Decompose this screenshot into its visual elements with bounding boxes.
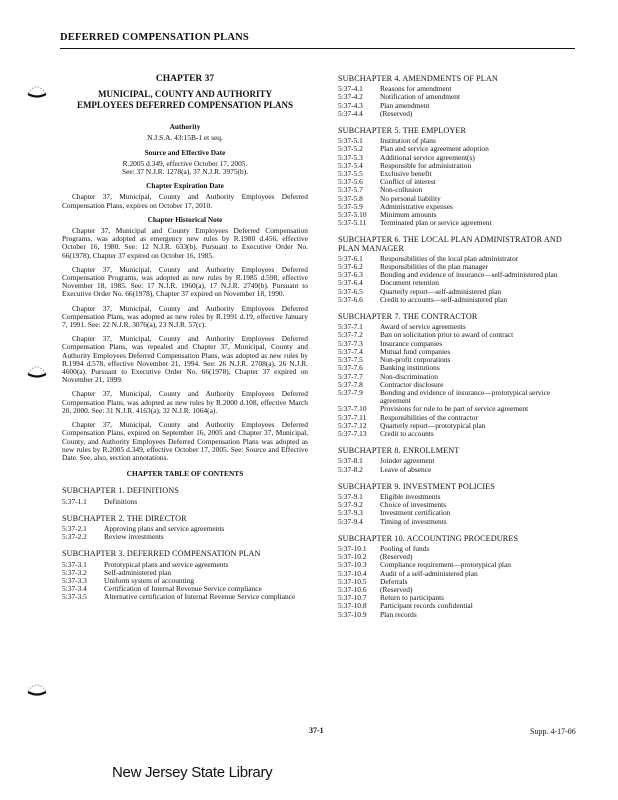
- section-number: 5:37-6.2: [338, 262, 363, 272]
- section-title: No personal liability: [380, 193, 441, 203]
- section-number: 5:37-6.3: [338, 270, 363, 280]
- section-title: Uniform system of accounting: [104, 575, 195, 585]
- section-title: Timing of investments: [380, 516, 447, 526]
- history-paragraph: Chapter 37, Municipal, County and Authority Employees Deferred Compensation Plans, was adopted as new rules by R.1991 d.19, effective January 7, 1991. See: 22 N.J.R. 3076(a), 23 N.J.R. 57(c).: [62, 303, 308, 330]
- toc-entry: [62, 498, 308, 506]
- section-number: 5:37-5.7: [338, 185, 363, 195]
- section-number: 5:37-4.3: [338, 100, 363, 110]
- section-number: 5:37-5.1: [338, 136, 363, 146]
- toc-entry: [338, 340, 574, 348]
- section-number: 5:37-3.4: [62, 584, 87, 594]
- section-number: 5:37-10.3: [338, 560, 367, 570]
- section-number: 5:37-10.6: [338, 584, 367, 594]
- section-number: 5:37-4.4: [338, 108, 363, 118]
- section-title: Minimum amounts: [380, 210, 437, 220]
- section-title: Return to participants: [380, 593, 445, 603]
- section-title: Terminated plan or service agreement: [380, 218, 492, 228]
- toc-entry: [338, 195, 574, 203]
- history-heading: Chapter Historical Note: [147, 214, 223, 224]
- section-title: Exclusive benefit: [380, 169, 432, 179]
- authority-heading: Authority: [169, 122, 201, 132]
- history-paragraph: Chapter 37, Municipal, County and Authority Employees Deferred Compensation Plans, was repealed and Chapter 37, Municipal, County and Authority Employees Deferred Compensation Plans, was adopted as new rules by R.1994 d.578, effective November 21, 1994. See: 26 N.J.R. 2708(a), 26 N.J.R. 4600(a). Pursuant to Executive Order No. 66(1978), Chapter 37 expired on November 21, 1999.: [62, 334, 308, 385]
- history-paragraph: Chapter 37, Municipal and County Employees Deferred Compensation Programs, was adopted as emergency new rules by R.1980 d.456, effective October 16, 1980. See: 12 N.J.R. 633(b). Pursuant to Executive Order No. 66(1978), Chapter 37 expired on October 16, 1985.: [62, 226, 308, 260]
- section-title: Deferrals: [380, 576, 408, 586]
- toc-entry: [338, 570, 574, 578]
- left-column: [62, 75, 308, 602]
- section-title: Mutual fund companies: [380, 346, 451, 356]
- running-header: DEFERRED COMPENSATION PLANS: [60, 32, 249, 43]
- section-title: Audit of a self-administered plan: [380, 568, 478, 578]
- chapter-title-line2: EMPLOYEES DEFERRED COMPENSATION PLANS: [76, 100, 294, 111]
- toc-entry: [62, 593, 308, 601]
- section-number: 5:37-5.2: [338, 144, 363, 154]
- subchapter-heading: SUBCHAPTER 2. THE DIRECTOR: [62, 513, 187, 523]
- section-title: Insurance companies: [380, 338, 443, 348]
- section-number: 5:37-7.7: [338, 371, 363, 381]
- subchapter-heading: SUBCHAPTER 4. AMENDMENTS OF PLAN: [338, 74, 498, 83]
- chapter-number: CHAPTER 37: [155, 74, 215, 84]
- section-title: Responsibilities of the local plan administrator: [380, 253, 519, 263]
- toc-entry: [338, 501, 574, 509]
- section-number: 5:37-5.6: [338, 177, 363, 187]
- section-number: 5:37-7.2: [338, 330, 363, 340]
- section-title: Quarterly report—self-administered plan: [380, 286, 502, 296]
- toc-entry: [62, 561, 308, 569]
- toc-entry: [338, 110, 574, 118]
- section-number: 5:37-7.1: [338, 322, 363, 332]
- section-title: Responsibilities of the contractor: [380, 412, 478, 422]
- section-number: 5:37-8.2: [338, 464, 363, 474]
- section-number: 5:37-3.1: [62, 559, 87, 569]
- section-title: Plan records: [380, 609, 417, 619]
- section-number: 5:37-8.1: [338, 456, 363, 466]
- toc-entry: [338, 373, 574, 381]
- page-number: 37-1: [309, 726, 324, 735]
- toc-entry: [338, 203, 574, 211]
- section-number: 5:37-7.5: [338, 355, 363, 365]
- section-title: Administrative expenses: [380, 201, 453, 211]
- section-title: Approving plans and service agreements: [104, 523, 225, 533]
- section-title: Document retention: [380, 278, 439, 288]
- toc-entry: [338, 271, 574, 279]
- section-title: Choice of investments: [380, 500, 447, 510]
- section-number: 5:37-6.5: [338, 286, 363, 296]
- section-number: 5:37-10.8: [338, 601, 367, 611]
- toc-entry: [338, 364, 574, 372]
- section-number: 5:37-10.1: [338, 543, 367, 553]
- subchapter-heading: SUBCHAPTER 7. THE CONTRACTOR: [338, 312, 478, 322]
- section-title: Pooling of funds: [380, 543, 430, 553]
- source-text-2: See: 37 N.J.R. 1278(a), 37 N.J.R. 3975(b).: [121, 167, 249, 177]
- section-number: 5:37-7.11: [338, 412, 367, 422]
- section-title: Plan amendment: [380, 100, 430, 110]
- section-number: 5:37-7.4: [338, 346, 363, 356]
- section-title: Quarterly report—prototypical plan: [380, 420, 486, 430]
- section-number: 5:37-7.6: [338, 363, 363, 373]
- section-title: Eligible investments: [380, 491, 441, 501]
- section-title: Investment certification: [380, 508, 451, 518]
- section-number: 5:37-6.6: [338, 294, 363, 304]
- history-paragraph: Chapter 37, Municipal, County and Authority Employees Deferred Compensation Programs, was adopted as new rules by R.1985 d.598, effective November 18, 1985. See: 17 N.J.R. 1960(a), 17 N.J.R. 2749(b). Pursuant to Executive Order No. 66(1978), Chapter 37 expired on November 18, 1990.: [62, 264, 308, 299]
- section-number: 5:37-9.4: [338, 516, 363, 526]
- expiration-text: Chapter 37, Municipal, County and Authority Employees Deferred Compensation Plans, expires on October 17, 2010.: [62, 192, 308, 210]
- toc-entry: [338, 457, 574, 465]
- section-number: 5:37-5.3: [338, 152, 363, 162]
- authority-text: N.J.S.A. 43:15B-1 et seq.: [147, 133, 223, 143]
- section-number: 5:37-7.3: [338, 338, 363, 348]
- toc-entry: [338, 178, 574, 186]
- section-number: 5:37-2.2: [62, 532, 87, 542]
- section-number: 5:37-7.10: [338, 404, 367, 414]
- section-title: Notification of amendment: [380, 92, 461, 102]
- toc-entry: [338, 93, 574, 101]
- toc-entry: [338, 493, 574, 501]
- toc-entry: [62, 525, 308, 533]
- toc-entry: [338, 389, 574, 405]
- punch-hole-icon: [25, 78, 49, 100]
- section-number: 5:37-5.8: [338, 193, 363, 203]
- section-title: Provisions for rule to be part of service agreement: [380, 404, 529, 414]
- section-title: Prototypical plans and service agreements: [104, 559, 229, 569]
- section-title: Reasons for amendment: [380, 84, 452, 94]
- section-number: 5:37-10.5: [338, 576, 367, 586]
- section-number: 5:37-5.9: [338, 201, 363, 211]
- section-title: (Reserved): [380, 108, 413, 118]
- subchapter-heading: SUBCHAPTER 9. INVESTMENT POLICIES: [338, 481, 495, 491]
- section-title: Responsible for administration: [380, 160, 472, 170]
- section-title: Review investments: [104, 532, 164, 542]
- section-title: (Reserved): [380, 584, 413, 594]
- section-title: Non-profit corporations: [380, 355, 451, 365]
- section-number: 5:37-1.1: [62, 496, 87, 506]
- section-title: Non-discrimination: [380, 371, 438, 381]
- toc-entry: [338, 578, 574, 586]
- toc-entry: [338, 348, 574, 356]
- section-title: Award of service agreements: [380, 322, 466, 332]
- section-title: Definitions: [104, 496, 138, 506]
- section-title: Credit to accounts—self-administered plan: [380, 294, 508, 304]
- section-title: Plan and service agreement adoption: [380, 144, 489, 154]
- section-number: 5:37-3.2: [62, 567, 87, 577]
- toc-entry: [338, 170, 574, 178]
- section-number: 5:37-10.2: [338, 552, 367, 562]
- section-title: Leave of absence: [380, 464, 432, 474]
- subchapter-heading: SUBCHAPTER 1. DEFINITIONS: [62, 486, 179, 496]
- section-title: (Reserved): [380, 552, 413, 562]
- toc-entry: [338, 430, 574, 438]
- section-title: Contractor disclosure: [380, 379, 444, 389]
- source-heading: Source and Effective Date: [144, 147, 226, 157]
- subchapter-heading: SUBCHAPTER 10. ACCOUNTING PROCEDURES: [338, 533, 519, 543]
- section-number: 5:37-4.1: [338, 84, 363, 94]
- section-number: 5:37-3.3: [62, 575, 87, 585]
- chapter-title: [62, 89, 308, 111]
- subchapter-heading: SUBCHAPTER 6. THE LOCAL PLAN ADMINISTRATOR AND PLAN MANAGER: [338, 235, 562, 253]
- subchapter-heading: SUBCHAPTER 3. DEFERRED COMPENSATION PLAN: [62, 549, 261, 559]
- chapter-title-line1: MUNICIPAL, COUNTY AND AUTHORITY: [97, 89, 272, 100]
- section-number: 5:37-5.11: [338, 218, 367, 228]
- toc-entry: [338, 602, 574, 610]
- section-number: 5:37-7.12: [338, 420, 367, 430]
- toc-entry: [338, 422, 574, 430]
- section-number: 5:37-9.1: [338, 491, 363, 501]
- toc-entry: [338, 102, 574, 110]
- section-number: 5:37-5.4: [338, 160, 363, 170]
- toc-entry: [338, 466, 574, 474]
- section-title: Certification of Internal Revenue Service compliance: [104, 584, 262, 594]
- section-title: Institution of plans: [380, 136, 436, 146]
- section-number: 5:37-10.4: [338, 568, 367, 578]
- toc-entry: [338, 186, 574, 194]
- toc-entry: [338, 356, 574, 364]
- punch-hole-icon: [25, 676, 49, 698]
- section-number: 5:37-2.1: [62, 523, 87, 533]
- section-number: 5:37-7.8: [338, 379, 363, 389]
- right-column: [338, 75, 574, 619]
- history-paragraph: Chapter 37, Municipal, County and Authority Employees Deferred Compensation Plans, was adopted as new rules by R.2000 d.108, effective March 20, 2000. See: 31 N.J.R. 4163(a), 32 N.J.R. 1064(a).: [62, 389, 308, 415]
- toc-entry: [338, 611, 574, 619]
- section-number: 5:37-5.5: [338, 169, 363, 179]
- toc-heading: CHAPTER TABLE OF CONTENTS: [126, 469, 244, 479]
- toc-entry: [338, 586, 574, 594]
- section-title: Ban on solicitation prior to award of contract: [380, 330, 514, 340]
- section-number: 5:37-4.2: [338, 92, 363, 102]
- section-title: Credit to accounts: [380, 428, 434, 438]
- section-number: 5:37-7.9: [338, 387, 363, 397]
- left-toc: [62, 487, 308, 601]
- subchapter-heading: SUBCHAPTER 8. ENROLLMENT: [338, 446, 460, 456]
- section-number: 5:37-10.7: [338, 593, 367, 603]
- history-paragraph: Chapter 37, Municipal, County and Authority Employees Deferred Compensation Plans, expired on September 16, 2005 and Chapter 37, Municipal, County, and Authority Employees Deferred Compensation Plans was adopted as new rules by R.2005 d.349, effective October 17, 2005. See: Source and Effective Date. See, also, section annotations.: [62, 420, 308, 462]
- header-rule: [60, 48, 575, 49]
- toc-entry: [338, 331, 574, 339]
- section-number: 5:37-5.10: [338, 210, 367, 220]
- toc-entry: [338, 509, 574, 517]
- toc-entry: [338, 219, 574, 227]
- punch-hole-icon: [25, 358, 49, 380]
- subchapter-heading: SUBCHAPTER 5. THE EMPLOYER: [338, 126, 467, 136]
- section-title: Self-administered plan: [104, 567, 172, 577]
- section-number: 5:37-9.2: [338, 500, 363, 510]
- section-title: Conflict of interest: [380, 177, 436, 187]
- expiration-heading: Chapter Expiration Date: [146, 181, 224, 191]
- section-title: Non-collusion: [380, 185, 423, 195]
- library-stamp: New Jersey State Library: [112, 764, 273, 781]
- section-number: 5:37-10.9: [338, 609, 367, 619]
- section-number: 5:37-7.13: [338, 428, 367, 438]
- section-number: 5:37-9.3: [338, 508, 363, 518]
- section-title: Alternative certification of Internal Revenue Service compliance: [104, 592, 296, 602]
- section-title: Additional service agreement(s): [380, 152, 475, 162]
- section-title: Bonding and evidence of insurance—self-administered plan: [380, 270, 558, 280]
- supplement-date: Supp. 4-17-06: [530, 727, 576, 736]
- section-number: 5:37-6.4: [338, 278, 363, 288]
- section-title: Banking institutions: [380, 363, 440, 373]
- toc-entry: [338, 296, 574, 304]
- section-number: 5:37-3.5: [62, 592, 87, 602]
- right-toc: [338, 75, 574, 619]
- source-text-1: R.2005 d.349, effective October 17, 2005.: [122, 158, 248, 168]
- section-title: Participant records confidential: [380, 601, 473, 611]
- toc-entry: [338, 518, 574, 526]
- toc-entry: [338, 545, 574, 553]
- section-title: Compliance requirement—prototypical plan: [380, 560, 511, 570]
- section-title: Joinder agreement: [380, 456, 435, 466]
- section-number: 5:37-6.1: [338, 253, 363, 263]
- toc-entry: [62, 533, 308, 541]
- toc-entry: [338, 162, 574, 170]
- section-title: Bonding and evidence of insurance—prototypical service agreement: [380, 387, 551, 406]
- section-title: Responsibilities of the plan manager: [380, 262, 488, 272]
